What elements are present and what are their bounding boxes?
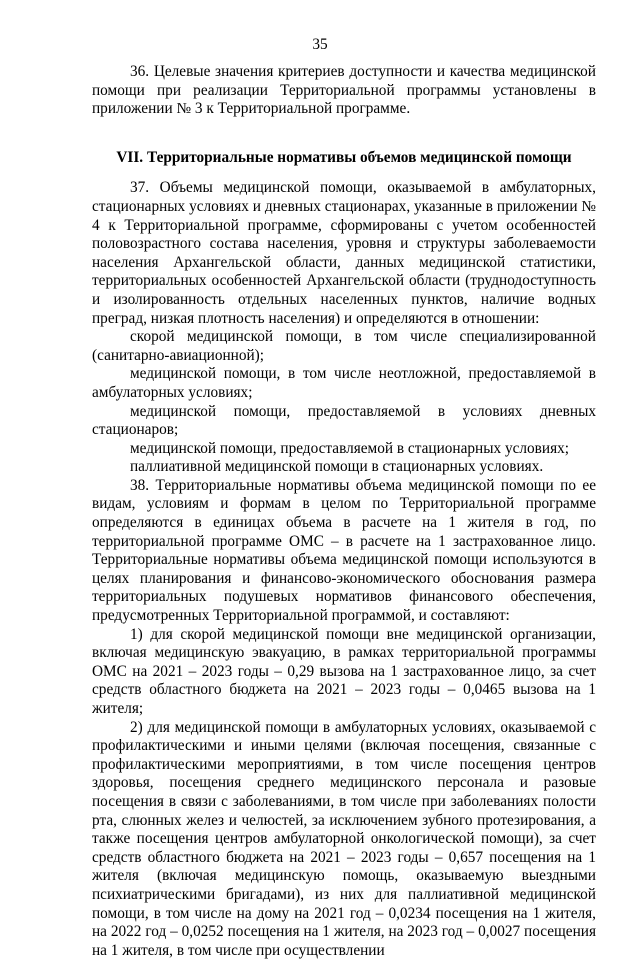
page-number: 35 — [312, 36, 328, 53]
list-item-outpatient-care: медицинской помощи, в том числе неотложной, предоставляемой в амбулаторных условиях; — [92, 365, 596, 401]
list-item-emergency-care: скорой медицинской помощи, в том числе специализированной (санитарно-авиационной); — [92, 328, 596, 364]
page-body — [92, 63, 596, 960]
paragraph-37: 37. Объемы медицинской помощи, оказываемой в амбулаторных, стационарных условиях и дневных стационарах, указанные в приложении № 4 к Территориальной программе, сформированы с учетом особенностей половозрастного состава населения, уровня и структуры заболеваемости населения Архангельской области, данных медицинской статистики, территориальных особенностей Архангельской области (труднодоступность и изолированность отдельных населенных пунктов, наличие водных преград, низкая плотность населения) и определяются в отношении: — [92, 179, 596, 327]
norm-item-2: 2) для медицинской помощи в амбулаторных условиях, оказываемой с профилактическими и иными целями (включая посещения, связанные с профилактическими мероприятиями, в том числе посещения центров здоровья, посещения среднего медицинского персонала и разовые посещения в связи с заболеваниями, в том числе при заболеваниях полости рта, слюнных желез и челюстей, за исключением зубного протезирования, а также посещения центров амбулаторной онкологической помощи), за счет средств областного бюджета на 2021 – 2023 годы – 0,657 посещения на 1 жителя (включая медицинскую помощь, оказываемую выездными психиатрическими бригадами), из них для паллиативной медицинской помощи, в том числе на дому на 2021 год – 0,0234 посещения на 1 жителя, на 2022 год – 0,0252 посещения на 1 жителя, на 2023 год – 0,0027 посещения на 1 жителя, в том числе при осуществлении — [92, 718, 596, 959]
paragraph-38: 38. Территориальные нормативы объема медицинской помощи по ее видам, условиям и формам в целом по Территориальной программе определяются в единицах объема в расчете на 1 жителя в год, по территориальной программе ОМС – в расчете на 1 застрахованное лицо. Территориальные нормативы объема медицинской помощи используются в целях планирования и финансово-экономического обоснования размера территориальных подушевых нормативов финансового обеспечения, предусмотренных Территориальной программой, и составляют: — [92, 476, 596, 625]
list-item-inpatient-care: медицинской помощи, предоставляемой в стационарных условиях; — [130, 439, 570, 457]
list-item-palliative-care: паллиативной медицинской помощи в стационарных условиях. — [130, 458, 544, 476]
list-item-day-hospital-care: медицинской помощи, предоставляемой в условиях дневных стационаров; — [92, 402, 596, 439]
norm-item-1: 1) для скорой медицинской помощи вне медицинской организации, включая медицинскую эвакуацию, в рамках территориальной программы ОМС на 2021 – 2023 годы – 0,29 вызова на 1 застрахованное лицо, за счет средств областного бюджета на 2021 – 2023 годы – 0,0465 вызова на 1 жителя; — [92, 625, 596, 717]
section-heading: VII. Территориальные нормативы объемов медицинской помощи — [116, 148, 572, 166]
paragraph-36: 36. Целевые значения критериев доступности и качества медицинской помощи при реализации Территориальной программы установлены в приложении № 3 к Территориальной программе. — [92, 63, 596, 118]
